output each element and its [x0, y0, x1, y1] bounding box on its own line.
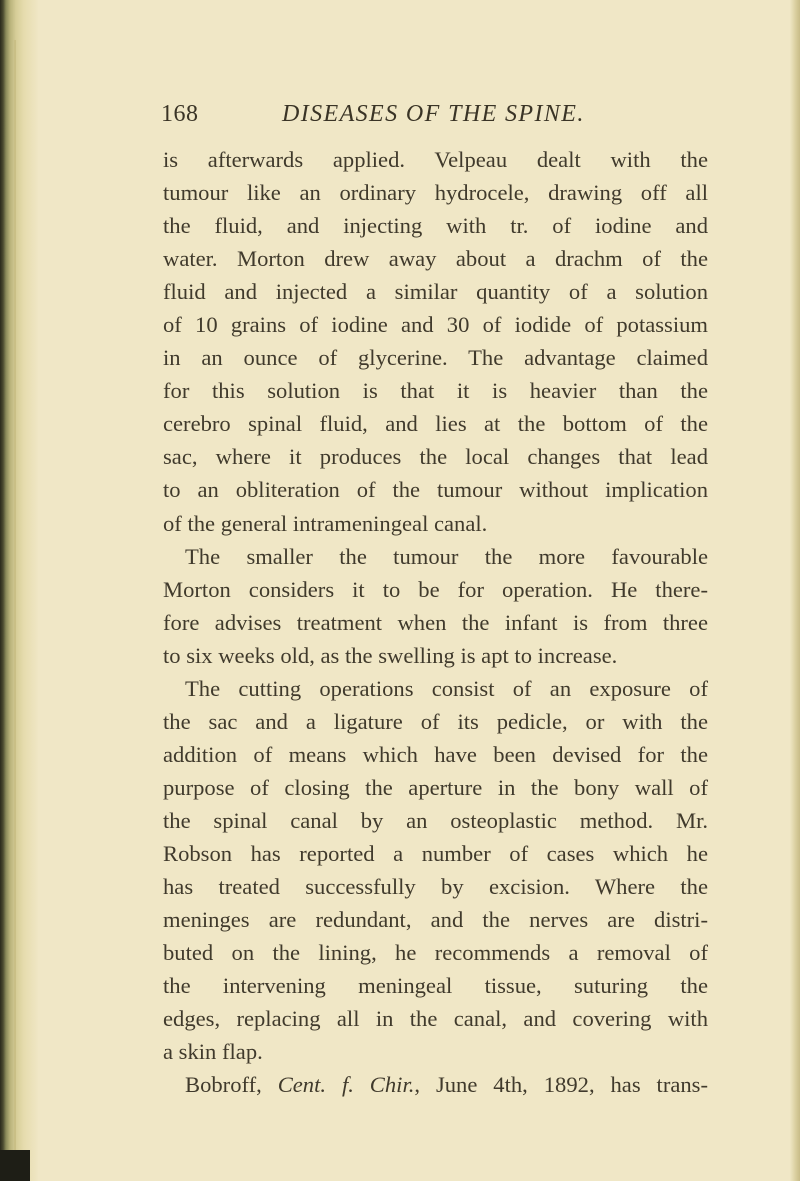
paragraph-last-line: to six weeks old, as the swelling is apt to increase. — [163, 642, 618, 668]
text-line: of 10 grains of iodine and 30 of iodide of potassium — [163, 312, 708, 338]
text-line: the fluid, and injecting with tr. of iodine and — [163, 213, 708, 239]
text-line: is afterwards applied. Velpeau dealt with the — [163, 147, 708, 172]
text-line: purpose of closing the aperture in the bony wall of — [163, 774, 708, 800]
binding-tab — [0, 1150, 30, 1181]
book-binding-edge — [0, 0, 38, 1181]
text-line: fore advises treatment when the infant is from three — [163, 609, 708, 635]
text-line: meninges are redundant, and the nerves are distri- — [163, 907, 708, 933]
text-line: the sac and a ligature of its pedicle, or with the — [163, 708, 708, 734]
text-line: to an obliteration of the tumour without implication — [163, 477, 708, 503]
text-line: tumour like an ordinary hydrocele, drawing off all — [163, 180, 708, 206]
body-text — [163, 143, 708, 1101]
text-line: in an ounce of glycerine. The advantage claimed — [163, 345, 708, 371]
text-line: addition of means which have been devised for the — [163, 741, 708, 767]
page-number: 168 — [161, 101, 199, 127]
text-line: the spinal canal by an osteoplastic method. Mr. — [163, 807, 708, 833]
text-line: Robson has reported a number of cases which he — [163, 840, 708, 866]
text-line: has treated successfully by excision. Where the — [163, 874, 708, 900]
author-name: Bobroff, — [185, 1072, 278, 1098]
paragraph-last-line: of the general intrameningeal canal. — [163, 510, 488, 536]
citation-date: , June 4th, 1892, has trans- — [414, 1072, 708, 1098]
text-line: buted on the lining, he recommends a removal of — [163, 940, 708, 966]
text-line: water. Morton drew away about a drachm of the — [163, 246, 708, 272]
page-right-edge — [790, 0, 800, 1181]
text-line: Morton considers it to be for operation. He there- — [163, 576, 708, 602]
paragraph-first-line: The cutting operations consist of an exposure of — [185, 675, 708, 701]
binding-rule — [14, 40, 16, 1160]
paragraph-first-line — [163, 1068, 708, 1101]
text-line: the intervening meningeal tissue, suturing the — [163, 973, 708, 999]
page-header — [161, 101, 601, 133]
journal-citation: Cent. f. Chir. — [277, 1072, 415, 1098]
text-line: edges, replacing all in the canal, and covering with — [163, 1006, 708, 1032]
text-line: for this solution is that it is heavier than the — [163, 378, 708, 404]
paragraph-first-line: The smaller the tumour the more favourable — [185, 543, 708, 569]
text-line: fluid and injected a similar quantity of a solution — [163, 279, 708, 305]
text-line: cerebro spinal fluid, and lies at the bottom of the — [163, 411, 708, 437]
paragraph-last-line: a skin flap. — [163, 1039, 263, 1065]
running-title: DISEASES OF THE SPINE. — [282, 101, 585, 127]
text-line: sac, where it produces the local changes that lead — [163, 444, 708, 470]
